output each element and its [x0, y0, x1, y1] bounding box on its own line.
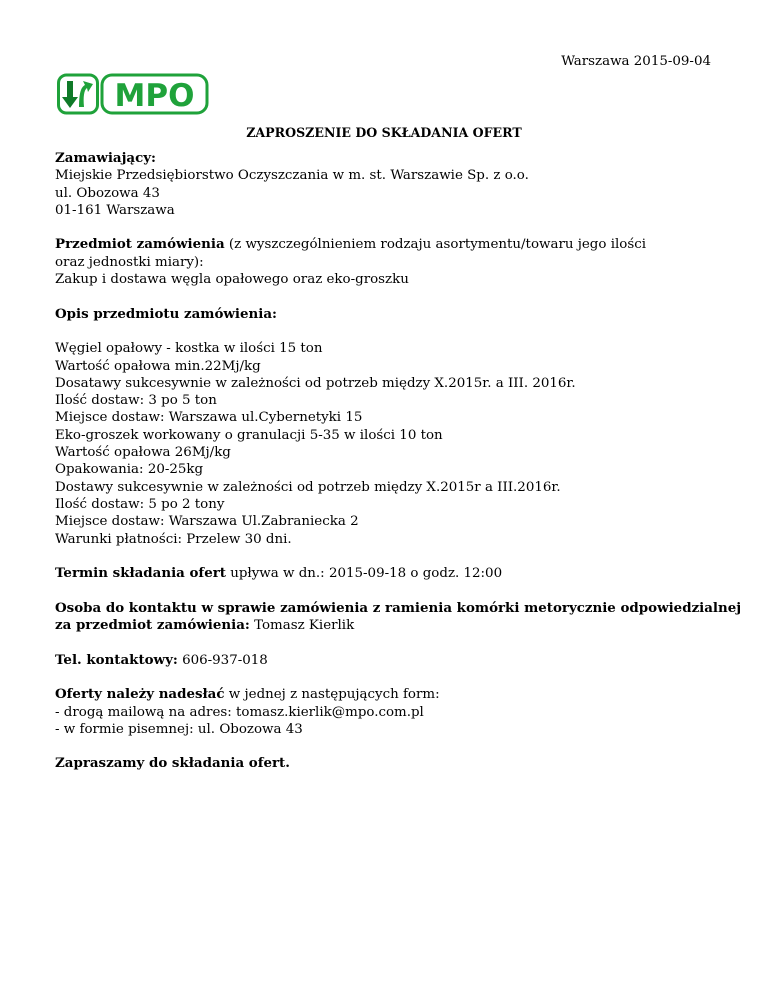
document-body	[55, 150, 742, 790]
osoba-label: Osoba do kontaktu w sprawie zamówienia z ramienia komórki metorycznie odpowiedzialnej	[55, 599, 742, 616]
opis-line: Miejsce dostaw: Warszawa ul.Cybernetyki 15	[55, 410, 363, 426]
termin-label: Termin składania ofert	[55, 565, 226, 582]
zamawiajacy-label: Zamawiający:	[55, 150, 156, 166]
opis-label: Opis przedmiotu zamówienia:	[55, 305, 277, 322]
opis-line: Ilość dostaw: 3 po 5 ton	[55, 393, 217, 409]
telefon-value: 606-937-018	[177, 652, 268, 668]
zamawiajacy-line: Miejskie Przedsiębiorstwo Oczyszczania w m. st. Warszawie Sp. z o.o.	[55, 168, 529, 184]
zamawiajacy-line: ul. Obozowa 43	[55, 185, 160, 201]
document-title: ZAPROSZENIE DO SKŁADANIA OFERT	[246, 125, 522, 140]
mpo-logo	[57, 73, 209, 115]
oferty-value: w jednej z następujących form:	[224, 687, 440, 703]
section-termin	[55, 565, 725, 582]
opis-line: Warunki płatności: Przelew 30 dni.	[55, 531, 292, 547]
osoba-label-cont: za przedmiot zamówienia:	[55, 617, 250, 634]
zamawiajacy-line: 01-161 Warszawa	[55, 202, 175, 218]
section-zamawiajacy	[55, 150, 725, 219]
section-przedmiot	[55, 236, 725, 288]
section-closing	[55, 755, 725, 772]
przedmiot-value: Zakup i dostawa węgla opałowego oraz eko-groszku	[55, 272, 409, 288]
closing-text: Zapraszamy do składania ofert.	[55, 755, 290, 772]
opis-line: Wartość opałowa min.22Mj/kg	[55, 358, 261, 374]
opis-line: Miejsce dostaw: Warszawa Ul.Zabraniecka 2	[55, 514, 359, 530]
oferty-line: - w formie pisemnej: ul. Obozowa 43	[55, 721, 303, 737]
opis-line: Opakowania: 20-25kg	[55, 462, 204, 478]
section-telefon	[55, 652, 725, 669]
telefon-label: Tel. kontaktowy:	[55, 651, 178, 668]
opis-line: Ilość dostaw: 5 po 2 tony	[55, 496, 225, 512]
przedmiot-label: Przedmiot zamówienia	[55, 236, 225, 253]
oferty-line: - drogą mailową na adres: tomasz.kierlik@mpo.com.pl	[55, 704, 424, 720]
przedmiot-note: (z wyszczególnieniem rodzaju asortymentu/towaru jego ilości oraz jednostki miary):	[55, 237, 646, 270]
opis-line: Dostawy sukcesywnie w zależności od potrzeb między X.2015r a III.2016r.	[55, 479, 561, 495]
section-opis	[55, 306, 725, 548]
document-date: Warszawa 2015-09-04	[561, 54, 711, 69]
opis-line: Węgiel opałowy - kostka w ilości 15 ton	[55, 341, 323, 357]
osoba-value: Tomasz Kierlik	[249, 618, 355, 634]
opis-line: Dosatawy sukcesywnie w zależności od potrzeb między X.2015r. a III. 2016r.	[55, 375, 576, 391]
opis-line: Wartość opałowa 26Mj/kg	[55, 445, 231, 461]
section-osoba	[55, 599, 742, 635]
logo-text: MPO	[114, 78, 195, 114]
section-oferty	[55, 686, 725, 738]
termin-value: upływa w dn.: 2015-09-18 o godz. 12:00	[225, 566, 503, 582]
opis-line: Eko-groszek workowany o granulacji 5-35 w ilości 10 ton	[55, 427, 443, 443]
oferty-label: Oferty należy nadesłać	[55, 686, 225, 703]
